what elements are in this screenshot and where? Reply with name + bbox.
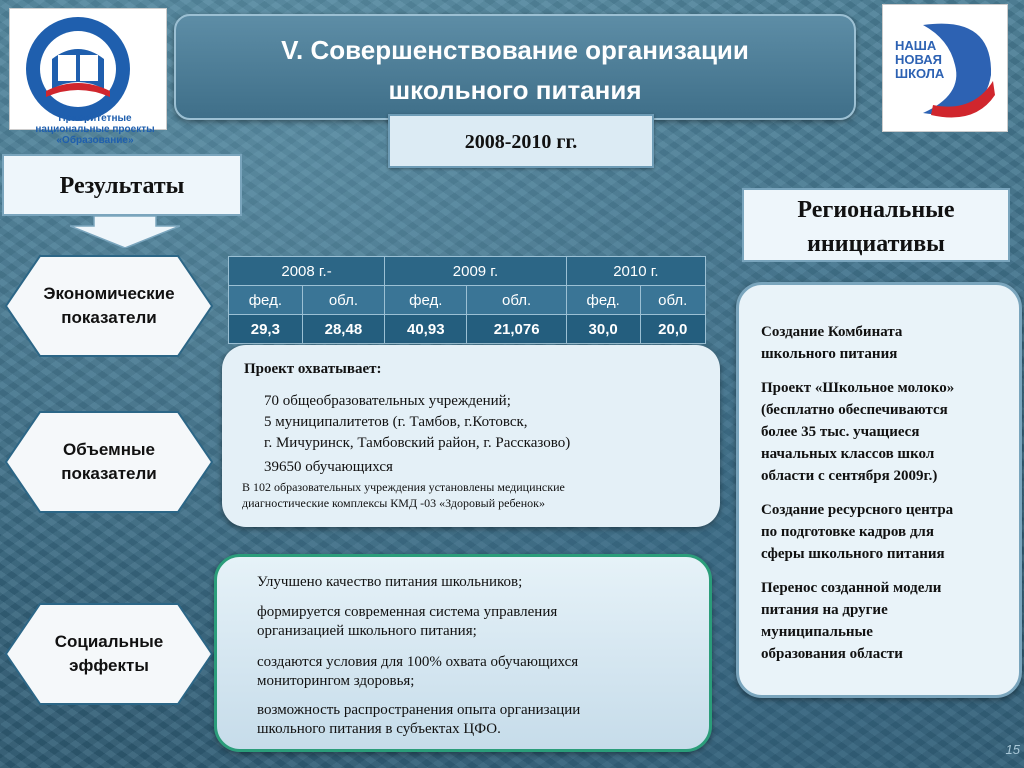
regional-title-line-1: Региональные — [797, 197, 955, 223]
project-heading: Проект охватывает: — [244, 361, 382, 377]
social-item-2 — [257, 603, 697, 641]
social-line-2: эффекты — [69, 656, 149, 675]
year-2009-header: 2009 г. — [385, 257, 567, 286]
year-2008-header: 2008 г.- — [229, 257, 385, 286]
results-label: Результаты — [2, 154, 242, 216]
project-line-1: 70 общеобразовательных учреждений; — [264, 393, 511, 409]
years-label: 2008-2010 гг. — [388, 114, 654, 168]
project-line-4: 39650 обучающихся — [264, 459, 393, 475]
social-item-3-line-2: мониторингом здоровья; — [257, 673, 415, 689]
subheader-cell: фед. — [229, 286, 303, 315]
economic-indicators-hex — [4, 254, 214, 358]
social-item-2-line-2: организацией школьного питания; — [257, 623, 477, 639]
project-note-1: В 102 образовательных учреждения установлены медицинские — [242, 480, 565, 494]
social-item-1 — [257, 573, 697, 592]
social-item-3 — [257, 653, 697, 691]
value-cell: 29,3 — [229, 315, 303, 344]
regional-item-4-line-1: Перенос созданной модели — [761, 580, 942, 596]
arrow-down-icon — [70, 216, 180, 248]
regional-item-1 — [761, 321, 1011, 365]
value-cell: 40,93 — [385, 315, 467, 344]
value-cell: 30,0 — [566, 315, 640, 344]
regional-item-1-line-2: школьного питания — [761, 346, 898, 362]
regional-item-4-line-4: образования области — [761, 646, 903, 662]
social-line-1: Социальные — [54, 632, 164, 651]
subheader-cell: фед. — [566, 286, 640, 315]
regional-item-3-line-1: Создание ресурсного центра — [761, 502, 954, 518]
value-cell: 21,076 — [467, 315, 566, 344]
national-projects-logo — [9, 8, 167, 146]
logo-word-2: НОВАЯ — [895, 52, 942, 67]
regional-item-4 — [761, 577, 1011, 665]
social-item-3-line-1: создаются условия для 100% охвата обучающихся — [257, 654, 579, 670]
regional-title-line-2: инициативы — [807, 231, 945, 257]
nasha-novaya-shkola-logo — [882, 4, 1008, 132]
value-cell: 20,0 — [640, 315, 705, 344]
regional-initiatives-title — [742, 188, 1010, 262]
economic-line-1: Экономические — [43, 284, 175, 303]
logo-word-3: ШКОЛА — [895, 66, 945, 81]
volume-line-1: Объемные — [63, 440, 155, 459]
project-line-3: г. Мичуринск, Тамбовский район, г. Рассказово) — [264, 435, 571, 451]
regional-item-3 — [761, 499, 1011, 565]
regional-item-2-line-1: Проект «Школьное молоко» — [761, 380, 955, 396]
subheader-cell: фед. — [385, 286, 467, 315]
social-item-4-line-1: возможность распространения опыта организации — [257, 702, 581, 718]
project-note-2: диагностические комплексы КМД -03 «Здоровый ребенок» — [242, 496, 545, 510]
regional-item-4-line-3: муниципальные — [761, 624, 873, 640]
regional-item-1-line-1: Создание Комбината — [761, 324, 903, 340]
project-coverage-panel — [222, 345, 720, 527]
regional-item-2-line-5: области с сентября 2009г.) — [761, 468, 938, 484]
volume-line-2: показатели — [61, 464, 157, 483]
social-effects-hex — [4, 602, 214, 706]
social-item-2-line-1: формируется современная система управления — [257, 604, 558, 620]
volume-indicators-hex — [4, 410, 214, 514]
social-effects-panel — [214, 554, 712, 752]
regional-item-2-line-2: (бесплатно обеспечиваются — [761, 402, 948, 418]
regional-item-3-line-2: по подготовке кадров для — [761, 524, 934, 540]
regional-item-2-line-4: начальных классов школ — [761, 446, 935, 462]
title-line-1: V. Совершенствование организации — [281, 35, 749, 65]
regional-item-3-line-3: сферы школьного питания — [761, 546, 945, 562]
social-item-4-line-2: школьного питания в субъектах ЦФО. — [257, 721, 501, 737]
regional-item-2 — [761, 377, 1011, 487]
national-projects-caption: Приоритетные национальные проекты «Образование» — [35, 113, 155, 146]
social-item-4 — [257, 701, 697, 739]
value-cell: 28,48 — [302, 315, 384, 344]
title-line-2: школьного питания — [388, 75, 642, 105]
page-title — [174, 14, 856, 120]
year-2010-header: 2010 г. — [566, 257, 705, 286]
regional-initiatives-panel — [736, 282, 1022, 698]
social-item-1-line-1: Улучшено качество питания школьников; — [257, 574, 523, 590]
economic-line-2: показатели — [61, 308, 157, 327]
logo-word-1: НАША — [895, 38, 937, 53]
subheader-cell: обл. — [302, 286, 384, 315]
regional-item-2-line-3: более 35 тыс. учащиеся — [761, 424, 920, 440]
funding-table — [228, 256, 706, 344]
subheader-cell: обл. — [467, 286, 566, 315]
regional-item-4-line-2: питания на другие — [761, 602, 888, 618]
project-line-2: 5 муниципалитетов (г. Тамбов, г.Котовск, — [264, 414, 528, 430]
page-number: 15 — [1005, 742, 1020, 757]
subheader-cell: обл. — [640, 286, 705, 315]
